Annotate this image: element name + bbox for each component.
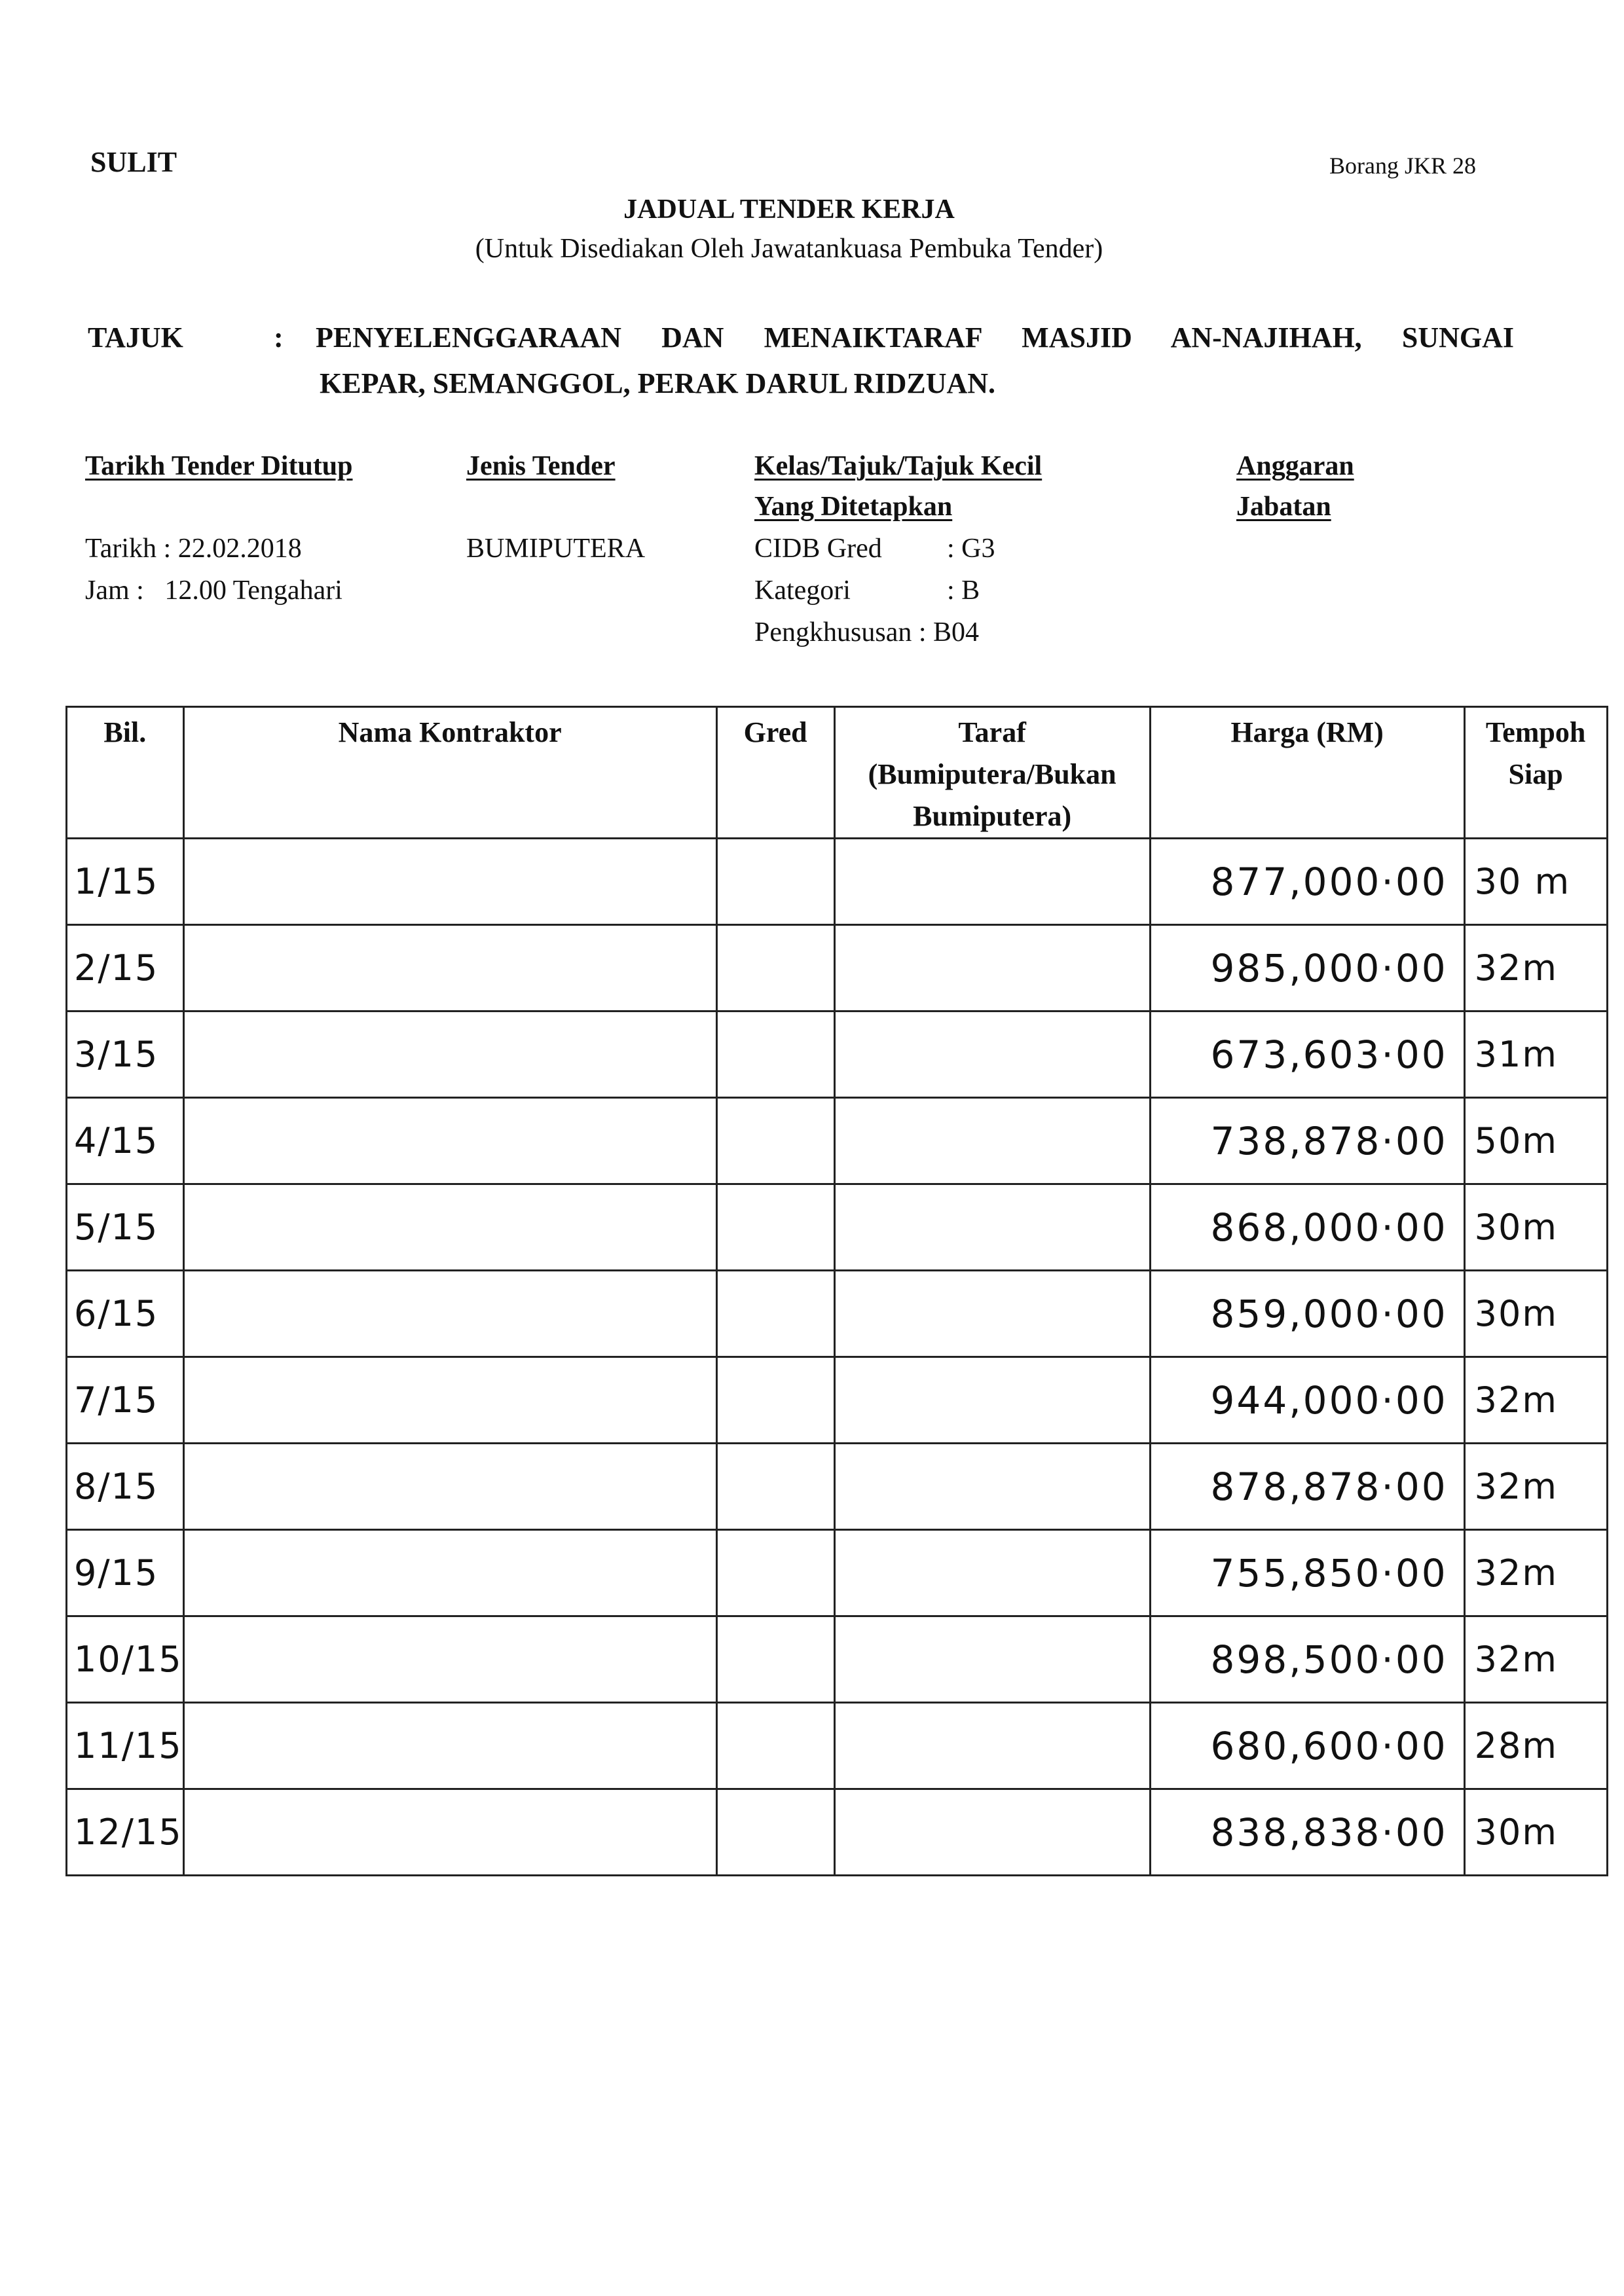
completion-period-cell: 31m [1464, 1011, 1607, 1098]
completion-period-cell: 28m [1464, 1703, 1607, 1789]
table-row [67, 1271, 1608, 1357]
cidb-value: : G3 [947, 534, 995, 564]
header-tempoh-line-1: Tempoh [1485, 716, 1586, 748]
row-number-cell: 11/15 [67, 1703, 184, 1789]
price-cell: 738,878·00 [1150, 1098, 1464, 1184]
status-cell [834, 1357, 1150, 1444]
row-number-cell: 8/15 [67, 1444, 184, 1530]
grade-cell [716, 1271, 834, 1357]
status-cell [834, 1271, 1150, 1357]
row-number-cell: 2/15 [67, 925, 184, 1011]
table-row [67, 1530, 1608, 1616]
completion-period-cell: 32m [1464, 1357, 1607, 1444]
completion-period-cell: 30 m [1464, 839, 1607, 925]
grade-cell [716, 1530, 834, 1616]
page-subtitle: (Untuk Disediakan Oleh Jawatankuasa Pembuka Tender) [475, 234, 1103, 264]
price-cell: 985,000·00 [1150, 925, 1464, 1011]
completion-period-cell: 32m [1464, 1444, 1607, 1530]
status-cell [834, 1098, 1150, 1184]
tajuk-colon: : [274, 321, 284, 354]
contractor-name-cell [183, 1357, 716, 1444]
grade-cell [716, 1011, 834, 1098]
contractor-name-cell [183, 1011, 716, 1098]
completion-period-cell: 32m [1464, 1616, 1607, 1703]
grade-cell [716, 1444, 834, 1530]
form-code: Borang JKR 28 [1329, 153, 1476, 179]
price-cell: 755,850·00 [1150, 1530, 1464, 1616]
table-row [67, 839, 1608, 925]
header-harga-label: Harga (RM) [1230, 716, 1384, 748]
status-cell [834, 1616, 1150, 1703]
jenis-value: BUMIPUTERA [466, 534, 646, 564]
header-tempoh-line-2: Siap [1508, 758, 1563, 790]
completion-period-cell: 50m [1464, 1098, 1607, 1184]
table-row [67, 1616, 1608, 1703]
header-taraf-line-2: (Bumiputera/Bukan [868, 758, 1116, 790]
row-number-cell: 9/15 [67, 1530, 184, 1616]
kategori-label: Kategori [754, 575, 851, 606]
tajuk-label: TAJUK [88, 321, 183, 354]
header-bil [67, 707, 184, 839]
contractor-name-cell [183, 1098, 716, 1184]
contractor-name-cell [183, 1703, 716, 1789]
jam-value: Jam : 12.00 Tengahari [85, 575, 342, 606]
contractor-name-cell [183, 1444, 716, 1530]
table-header-row [67, 707, 1608, 839]
row-number-cell: 5/15 [67, 1184, 184, 1271]
kelas-heading-1: Kelas/Tajuk/Tajuk Kecil [754, 451, 1043, 481]
table-body [67, 839, 1608, 1876]
grade-cell [716, 1098, 834, 1184]
contractor-name-cell [183, 1616, 716, 1703]
status-cell [834, 1789, 1150, 1876]
table-row [67, 1789, 1608, 1876]
completion-period-cell: 32m [1464, 1530, 1607, 1616]
table-row [67, 925, 1608, 1011]
grade-cell [716, 1616, 834, 1703]
jenis-heading: Jenis Tender [466, 451, 616, 481]
kategori-value: : B [947, 575, 980, 606]
price-cell: 868,000·00 [1150, 1184, 1464, 1271]
grade-cell [716, 1789, 834, 1876]
tender-table [65, 706, 1608, 1876]
header-bil-label: Bil. [103, 716, 147, 748]
table-row [67, 1357, 1608, 1444]
header-gred [716, 707, 834, 839]
completion-period-cell: 32m [1464, 925, 1607, 1011]
contractor-name-cell [183, 839, 716, 925]
table-row [67, 1011, 1608, 1098]
contractor-name-cell [183, 1184, 716, 1271]
status-cell [834, 925, 1150, 1011]
kelas-heading-2: Yang Ditetapkan [754, 492, 953, 522]
contractor-name-cell [183, 1789, 716, 1876]
grade-cell [716, 1184, 834, 1271]
row-number-cell: 3/15 [67, 1011, 184, 1098]
status-cell [834, 1444, 1150, 1530]
grade-cell [716, 925, 834, 1011]
status-cell [834, 1530, 1150, 1616]
header-taraf-line-3: Bumiputera) [913, 800, 1072, 832]
table-row [67, 1098, 1608, 1184]
classification-label: SULIT [90, 146, 177, 178]
table-row [67, 1703, 1608, 1789]
status-cell [834, 839, 1150, 925]
row-number-cell: 1/15 [67, 839, 184, 925]
header-tempoh [1464, 707, 1607, 839]
pengkhususan-value: Pengkhususan : B04 [754, 617, 980, 647]
contractor-name-cell [183, 1271, 716, 1357]
table-row [67, 1444, 1608, 1530]
completion-period-cell: 30m [1464, 1271, 1607, 1357]
completion-period-cell: 30m [1464, 1184, 1607, 1271]
header-gred-label: Gred [743, 716, 807, 748]
row-number-cell: 4/15 [67, 1098, 184, 1184]
row-number-cell: 6/15 [67, 1271, 184, 1357]
price-cell: 944,000·00 [1150, 1357, 1464, 1444]
tajuk-line-2: KEPAR, SEMANGGOL, PERAK DARUL RIDZUAN. [320, 367, 996, 399]
contractor-name-cell [183, 1530, 716, 1616]
row-number-cell: 10/15 [67, 1616, 184, 1703]
tarikh-heading: Tarikh Tender Ditutup [85, 451, 353, 481]
status-cell [834, 1703, 1150, 1789]
completion-period-cell: 30m [1464, 1789, 1607, 1876]
header-nama-label: Nama Kontraktor [338, 716, 562, 748]
price-cell: 898,500·00 [1150, 1616, 1464, 1703]
grade-cell [716, 839, 834, 925]
row-number-cell: 12/15 [67, 1789, 184, 1876]
price-cell: 878,878·00 [1150, 1444, 1464, 1530]
price-cell: 680,600·00 [1150, 1703, 1464, 1789]
status-cell [834, 1011, 1150, 1098]
price-cell: 859,000·00 [1150, 1271, 1464, 1357]
price-cell: 877,000·00 [1150, 839, 1464, 925]
page-title: JADUAL TENDER KERJA [623, 194, 955, 225]
header-nama [183, 707, 716, 839]
tarikh-value: Tarikh : 22.02.2018 [85, 534, 302, 564]
grade-cell [716, 1703, 834, 1789]
grade-cell [716, 1357, 834, 1444]
contractor-name-cell [183, 925, 716, 1011]
tajuk-line-1: PENYELENGGARAAN DAN MENAIKTARAF MASJID AN-NAJIHAH, SUNGAI [316, 321, 1514, 354]
anggaran-heading-1: Anggaran [1236, 451, 1354, 481]
header-harga [1150, 707, 1464, 839]
header-taraf [834, 707, 1150, 839]
anggaran-heading-2: Jabatan [1236, 492, 1331, 522]
row-number-cell: 7/15 [67, 1357, 184, 1444]
price-cell: 838,838·00 [1150, 1789, 1464, 1876]
header-taraf-line-1: Taraf [958, 716, 1026, 748]
price-cell: 673,603·00 [1150, 1011, 1464, 1098]
status-cell [834, 1184, 1150, 1271]
cidb-label: CIDB Gred [754, 534, 882, 564]
table-row [67, 1184, 1608, 1271]
